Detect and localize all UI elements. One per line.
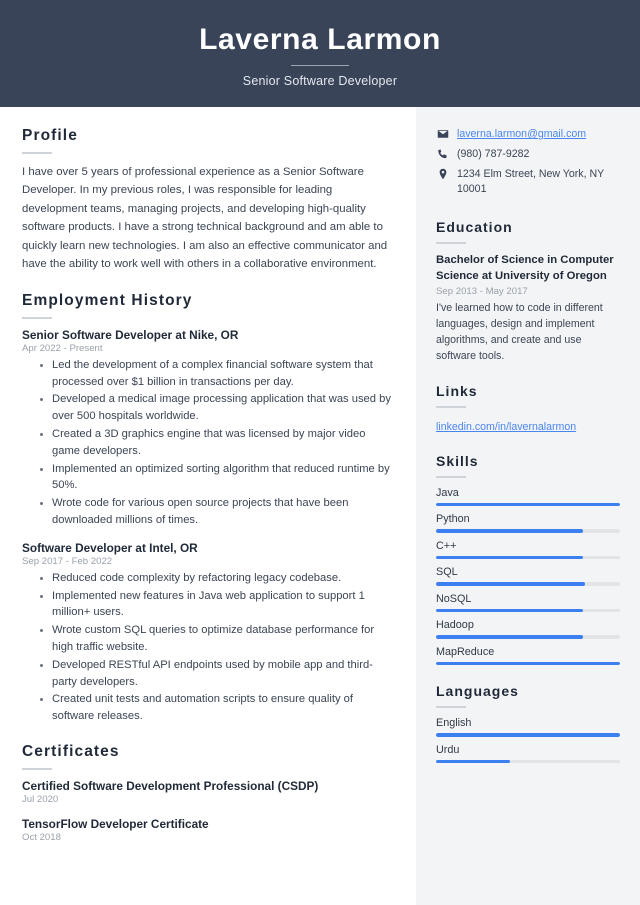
certificate-entry [22, 817, 394, 843]
certificate-date: Oct 2018 [22, 831, 61, 843]
header-job-title: Senior Software Developer [242, 74, 398, 88]
skills-section [436, 453, 620, 666]
main-column [0, 107, 416, 905]
contact-row-address [436, 167, 620, 197]
linkedin-link[interactable]: linkedin.com/in/lavernalarmon [436, 420, 577, 433]
certificate-entry [22, 779, 394, 805]
envelope-icon [436, 127, 450, 140]
language-label: Urdu [436, 743, 460, 756]
skill-item [436, 566, 620, 586]
languages-section [436, 683, 620, 763]
education-date: Sep 2013 - May 2017 [436, 286, 528, 298]
certificate-date: Jul 2020 [22, 793, 59, 805]
certificates-heading: Certificates [22, 742, 120, 760]
skill-track [436, 662, 620, 666]
skill-track [436, 582, 620, 586]
section-rule [22, 152, 52, 154]
skill-label: C++ [436, 539, 457, 552]
job-entry [22, 541, 394, 725]
job-bullet: Reduced code complexity by refactoring legacy codebase. [40, 570, 394, 587]
resume-body [0, 107, 640, 905]
skill-label: MapReduce [436, 645, 495, 658]
education-description: I've learned how to code in different languages, design and implement algorithms, and create and use software tools. [436, 302, 603, 362]
skill-track [436, 529, 620, 533]
resume-header [0, 0, 640, 107]
section-rule [436, 242, 466, 244]
job-bullets [22, 570, 394, 725]
employment-section [22, 292, 394, 725]
section-rule [436, 476, 466, 478]
certificate-name: TensorFlow Developer Certificate [22, 816, 209, 831]
job-date: Apr 2022 - Present [22, 342, 103, 354]
job-bullet: Developed a medical image processing application that was used by over 500 hospitals worldwide. [40, 391, 394, 425]
contact-row-phone [436, 147, 620, 162]
links-heading: Links [436, 382, 478, 399]
profile-heading: Profile [22, 127, 78, 144]
language-item [436, 744, 620, 764]
job-bullet: Wrote custom SQL queries to optimize database performance for high traffic website. [40, 622, 394, 656]
sidebar-column [416, 107, 640, 905]
skill-track [436, 635, 620, 639]
skill-item [436, 513, 620, 533]
profile-text: I have over 5 years of professional experience as a Senior Software Developer. In my previous roles, I was responsible for leading development teams, managing projects, and developing high-quality software products. I have a strong technical background and am able to quickly learn new technologies. I am also an effective communicator and have the ability to work well with others in a collaborative environment. [22, 166, 388, 271]
certificate-name: Certified Software Development Professional (CSDP) [22, 778, 319, 793]
certificates-section [22, 743, 394, 843]
job-bullet: Implemented an optimized sorting algorithm that reduced runtime by 50%. [40, 461, 394, 495]
education-section [436, 219, 620, 365]
job-bullet: Wrote code for various open source projects that have been downloaded millions of times. [40, 495, 394, 529]
job-title: Senior Software Developer at Nike, OR [22, 327, 239, 342]
skill-fill [436, 609, 583, 613]
links-section [436, 383, 620, 435]
section-rule [22, 768, 52, 770]
skill-fill [436, 662, 620, 666]
page-title: Laverna Larmon [199, 23, 441, 56]
skill-fill [436, 635, 583, 639]
languages-heading: Languages [436, 683, 519, 700]
job-bullets [22, 357, 394, 529]
skill-label: Python [436, 513, 470, 526]
job-bullet: Created a 3D graphics engine that was licensed by major video game developers. [40, 426, 394, 460]
job-bullet: Developed RESTful API endpoints used by mobile app and third-party developers. [40, 657, 394, 691]
skill-item [436, 646, 620, 666]
employment-heading: Employment History [22, 291, 193, 309]
skill-fill [436, 582, 585, 586]
skill-track [436, 609, 620, 613]
skill-label: NoSQL [436, 592, 472, 605]
job-entry [22, 328, 394, 529]
education-heading: Education [436, 219, 513, 236]
job-bullet: Led the development of a complex financial software system that processed over $1 billion in transactions per day. [40, 357, 394, 391]
skill-label: SQL [436, 566, 458, 579]
job-bullet: Implemented new features in Java web application to support 1 million+ users. [40, 588, 394, 622]
language-item [436, 717, 620, 737]
section-rule [436, 406, 466, 408]
language-fill [436, 733, 620, 737]
contact-section [436, 127, 620, 197]
header-divider [291, 65, 349, 66]
skill-fill [436, 503, 620, 507]
language-fill [436, 760, 510, 764]
profile-section [22, 127, 394, 274]
language-label: English [436, 717, 472, 730]
section-rule [22, 317, 52, 319]
language-track [436, 760, 620, 764]
skill-fill [436, 556, 583, 560]
skill-item [436, 593, 620, 613]
job-title: Software Developer at Intel, OR [22, 540, 198, 555]
education-degree: Bachelor of Science in Computer Science at University of Oregon [436, 254, 614, 282]
map-pin-icon [436, 167, 450, 180]
skill-item [436, 619, 620, 639]
phone-icon [436, 147, 450, 160]
language-track [436, 733, 620, 737]
address-text: 1234 Elm Street, New York, NY 10001 [457, 168, 605, 196]
skill-fill [436, 529, 583, 533]
skill-track [436, 556, 620, 560]
section-rule [436, 706, 466, 708]
contact-row-email [436, 127, 620, 142]
skill-track [436, 503, 620, 507]
skills-heading: Skills [436, 452, 479, 469]
skill-label: Hadoop [436, 619, 474, 632]
skill-item [436, 540, 620, 560]
job-bullet: Created unit tests and automation scripts to ensure quality of software releases. [40, 691, 394, 725]
skill-item [436, 487, 620, 507]
email-link[interactable]: laverna.larmon@gmail.com [457, 128, 587, 140]
phone-text: (980) 787-9282 [457, 148, 530, 161]
job-date: Sep 2017 - Feb 2022 [22, 555, 113, 567]
skill-label: Java [436, 486, 459, 499]
